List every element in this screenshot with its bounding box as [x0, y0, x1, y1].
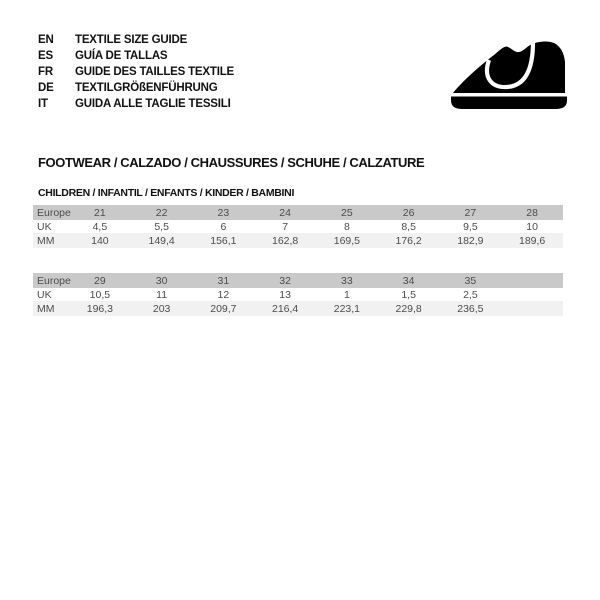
- language-label: GUIDE DES TAILLES TEXTILE: [75, 66, 234, 78]
- language-code: FR: [38, 66, 53, 78]
- section-title-footwear: FOOTWEAR / CALZADO / CHAUSSURES / SCHUHE / CALZATURE: [38, 155, 425, 170]
- table-row-uk: [33, 288, 563, 301]
- language-code: ES: [38, 50, 53, 62]
- row-label: Europe: [33, 205, 69, 220]
- size-cell: 236,5: [440, 301, 502, 316]
- size-cell: 5,5: [131, 220, 193, 233]
- size-cell: 10: [501, 220, 563, 233]
- row-label: UK: [33, 220, 69, 233]
- size-cell: 25: [316, 205, 378, 220]
- size-cell: 21: [69, 205, 131, 220]
- size-cell: 7: [254, 220, 316, 233]
- size-cell: 8,5: [378, 220, 440, 233]
- size-cell: 162,8: [254, 233, 316, 248]
- table-row-mm: [33, 233, 563, 248]
- row-label: MM: [33, 301, 69, 316]
- size-cell: 23: [193, 205, 255, 220]
- language-row-en: [38, 32, 234, 48]
- size-cell: 176,2: [378, 233, 440, 248]
- size-cell: 189,6: [501, 233, 563, 248]
- size-cell: 149,4: [131, 233, 193, 248]
- language-row-fr: [38, 64, 234, 80]
- language-code: EN: [38, 34, 54, 46]
- size-cell: 30: [131, 273, 193, 288]
- table-row-uk: [33, 220, 563, 233]
- size-cell: [501, 288, 563, 301]
- size-cell: 209,7: [193, 301, 255, 316]
- size-cell: [501, 301, 563, 316]
- size-cell: 182,9: [440, 233, 502, 248]
- language-label: GUIDA ALLE TAGLIE TESSILI: [75, 98, 231, 110]
- row-label: UK: [33, 288, 69, 301]
- language-row-it: [38, 96, 234, 112]
- size-cell: 229,8: [378, 301, 440, 316]
- size-cell: 31: [193, 273, 255, 288]
- size-cell: 34: [378, 273, 440, 288]
- language-row-de: [38, 80, 234, 96]
- size-cell: 33: [316, 273, 378, 288]
- language-label: TEXTILE SIZE GUIDE: [75, 34, 188, 46]
- size-cell: 26: [378, 205, 440, 220]
- table-row-europe: [33, 205, 563, 220]
- size-cell: 156,1: [193, 233, 255, 248]
- row-label: MM: [33, 233, 69, 248]
- size-cell: 27: [440, 205, 502, 220]
- size-cell: 2,5: [440, 288, 502, 301]
- size-cell: 223,1: [316, 301, 378, 316]
- size-cell: 203: [131, 301, 193, 316]
- size-cell: 169,5: [316, 233, 378, 248]
- size-cell: 1,5: [378, 288, 440, 301]
- size-cell: 8: [316, 220, 378, 233]
- size-cell: 4,5: [69, 220, 131, 233]
- size-cell: 32: [254, 273, 316, 288]
- row-label: Europe: [33, 273, 69, 288]
- size-cell: 9,5: [440, 220, 502, 233]
- language-code: IT: [38, 98, 48, 110]
- language-list: [38, 32, 234, 112]
- language-row-es: [38, 48, 234, 64]
- size-cell: 10,5: [69, 288, 131, 301]
- size-cell: 29: [69, 273, 131, 288]
- language-code: DE: [38, 82, 54, 94]
- size-cell: 28: [501, 205, 563, 220]
- size-cell: 1: [316, 288, 378, 301]
- size-cell: [501, 273, 563, 288]
- size-cell: 35: [440, 273, 502, 288]
- size-cell: 11: [131, 288, 193, 301]
- section-subtitle-children: CHILDREN / INFANTIL / ENFANTS / KINDER / BAMBINI: [38, 187, 295, 199]
- size-cell: 22: [131, 205, 193, 220]
- size-cell: 12: [193, 288, 255, 301]
- size-cell: 24: [254, 205, 316, 220]
- size-cell: 196,3: [69, 301, 131, 316]
- table-row-mm: [33, 301, 563, 316]
- size-cell: 216,4: [254, 301, 316, 316]
- size-cell: 140: [69, 233, 131, 248]
- size-table-eu-29-35: [33, 273, 563, 316]
- size-cell: 13: [254, 288, 316, 301]
- table-row-europe: [33, 273, 563, 288]
- size-table-eu-21-28: [33, 205, 563, 248]
- size-cell: 6: [193, 220, 255, 233]
- language-label: GUÍA DE TALLAS: [75, 50, 168, 62]
- shoe-icon: [450, 39, 568, 109]
- language-label: TEXTILGRÖßENFÜHRUNG: [75, 82, 218, 94]
